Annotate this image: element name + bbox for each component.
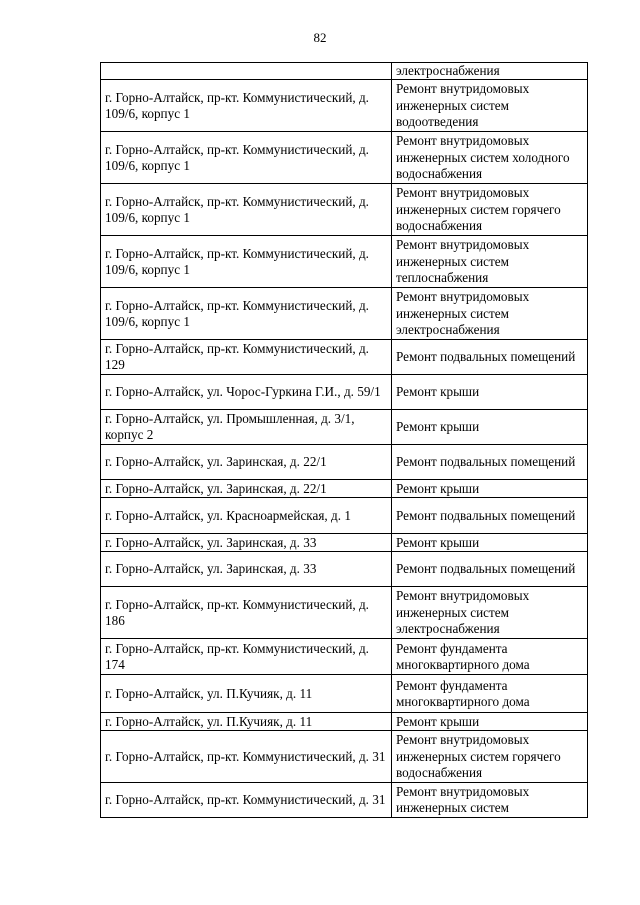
address-cell: г. Горно-Алтайск, ул. Красноармейская, д. 1 <box>101 498 392 534</box>
table-row <box>101 132 588 184</box>
address-cell: г. Горно-Алтайск, ул. Заринская, д. 22/1 <box>101 480 392 498</box>
address-cell: г. Горно-Алтайск, пр-кт. Коммунистический, д. 109/6, корпус 1 <box>101 288 392 340</box>
work-type-cell: Ремонт внутридомовых инженерных систем горячего водоснабжения <box>392 731 588 783</box>
table-row <box>101 534 588 552</box>
work-type-cell: Ремонт крыши <box>392 480 588 498</box>
work-type-cell: электроснабжения <box>392 63 588 80</box>
work-type-cell: Ремонт подвальных помещений <box>392 498 588 534</box>
table-row <box>101 731 588 783</box>
table-row <box>101 713 588 731</box>
table-row <box>101 184 588 236</box>
address-cell: г. Горно-Алтайск, ул. Заринская, д. 22/1 <box>101 445 392 480</box>
table-row <box>101 480 588 498</box>
work-type-cell: Ремонт крыши <box>392 713 588 731</box>
address-cell: г. Горно-Алтайск, пр-кт. Коммунистический, д. 109/6, корпус 1 <box>101 132 392 184</box>
work-type-cell: Ремонт подвальных помещений <box>392 445 588 480</box>
table-row <box>101 375 588 410</box>
work-type-cell: Ремонт внутридомовых инженерных систем <box>392 783 588 818</box>
work-type-cell: Ремонт внутридомовых инженерных систем холодного водоснабжения <box>392 132 588 184</box>
table-row <box>101 445 588 480</box>
work-type-cell: Ремонт внутридомовых инженерных систем электроснабжения <box>392 587 588 639</box>
table-row <box>101 587 588 639</box>
address-cell <box>101 63 392 80</box>
address-cell: г. Горно-Алтайск, ул. Промышленная, д. 3/1, корпус 2 <box>101 410 392 445</box>
table-row <box>101 498 588 534</box>
address-cell: г. Горно-Алтайск, пр-кт. Коммунистический, д. 109/6, корпус 1 <box>101 184 392 236</box>
address-cell: г. Горно-Алтайск, пр-кт. Коммунистический, д. 129 <box>101 340 392 375</box>
address-cell: г. Горно-Алтайск, пр-кт. Коммунистический, д. 109/6, корпус 1 <box>101 236 392 288</box>
table-row <box>101 783 588 818</box>
repair-works-table <box>100 62 588 818</box>
table-row <box>101 639 588 675</box>
work-type-cell: Ремонт подвальных помещений <box>392 552 588 587</box>
table-row <box>101 288 588 340</box>
table-row <box>101 552 588 587</box>
address-cell: г. Горно-Алтайск, ул. Заринская, д. 33 <box>101 534 392 552</box>
table-row <box>101 410 588 445</box>
table-row <box>101 675 588 713</box>
table-row <box>101 340 588 375</box>
work-type-cell: Ремонт крыши <box>392 534 588 552</box>
work-type-cell: Ремонт крыши <box>392 410 588 445</box>
address-cell: г. Горно-Алтайск, пр-кт. Коммунистический, д. 109/6, корпус 1 <box>101 80 392 132</box>
address-cell: г. Горно-Алтайск, ул. П.Кучияк, д. 11 <box>101 675 392 713</box>
work-type-cell: Ремонт внутридомовых инженерных систем теплоснабжения <box>392 236 588 288</box>
address-cell: г. Горно-Алтайск, пр-кт. Коммунистический, д. 186 <box>101 587 392 639</box>
work-type-cell: Ремонт крыши <box>392 375 588 410</box>
address-cell: г. Горно-Алтайск, ул. П.Кучияк, д. 11 <box>101 713 392 731</box>
address-cell: г. Горно-Алтайск, пр-кт. Коммунистический, д. 31 <box>101 731 392 783</box>
address-cell: г. Горно-Алтайск, пр-кт. Коммунистический, д. 174 <box>101 639 392 675</box>
work-type-cell: Ремонт фундамента многоквартирного дома <box>392 639 588 675</box>
page-number: 82 <box>313 30 327 45</box>
work-type-cell: Ремонт внутридомовых инженерных систем электроснабжения <box>392 288 588 340</box>
table-row <box>101 63 588 80</box>
address-cell: г. Горно-Алтайск, ул. Заринская, д. 33 <box>101 552 392 587</box>
work-type-cell: Ремонт внутридомовых инженерных систем горячего водоснабжения <box>392 184 588 236</box>
table-row <box>101 236 588 288</box>
work-type-cell: Ремонт подвальных помещений <box>392 340 588 375</box>
address-cell: г. Горно-Алтайск, пр-кт. Коммунистический, д. 31 <box>101 783 392 818</box>
address-cell: г. Горно-Алтайск, ул. Чорос-Гуркина Г.И., д. 59/1 <box>101 375 392 410</box>
work-type-cell: Ремонт фундамента многоквартирного дома <box>392 675 588 713</box>
work-type-cell: Ремонт внутридомовых инженерных систем водоотведения <box>392 80 588 132</box>
table-row <box>101 80 588 132</box>
table-body <box>101 63 588 818</box>
